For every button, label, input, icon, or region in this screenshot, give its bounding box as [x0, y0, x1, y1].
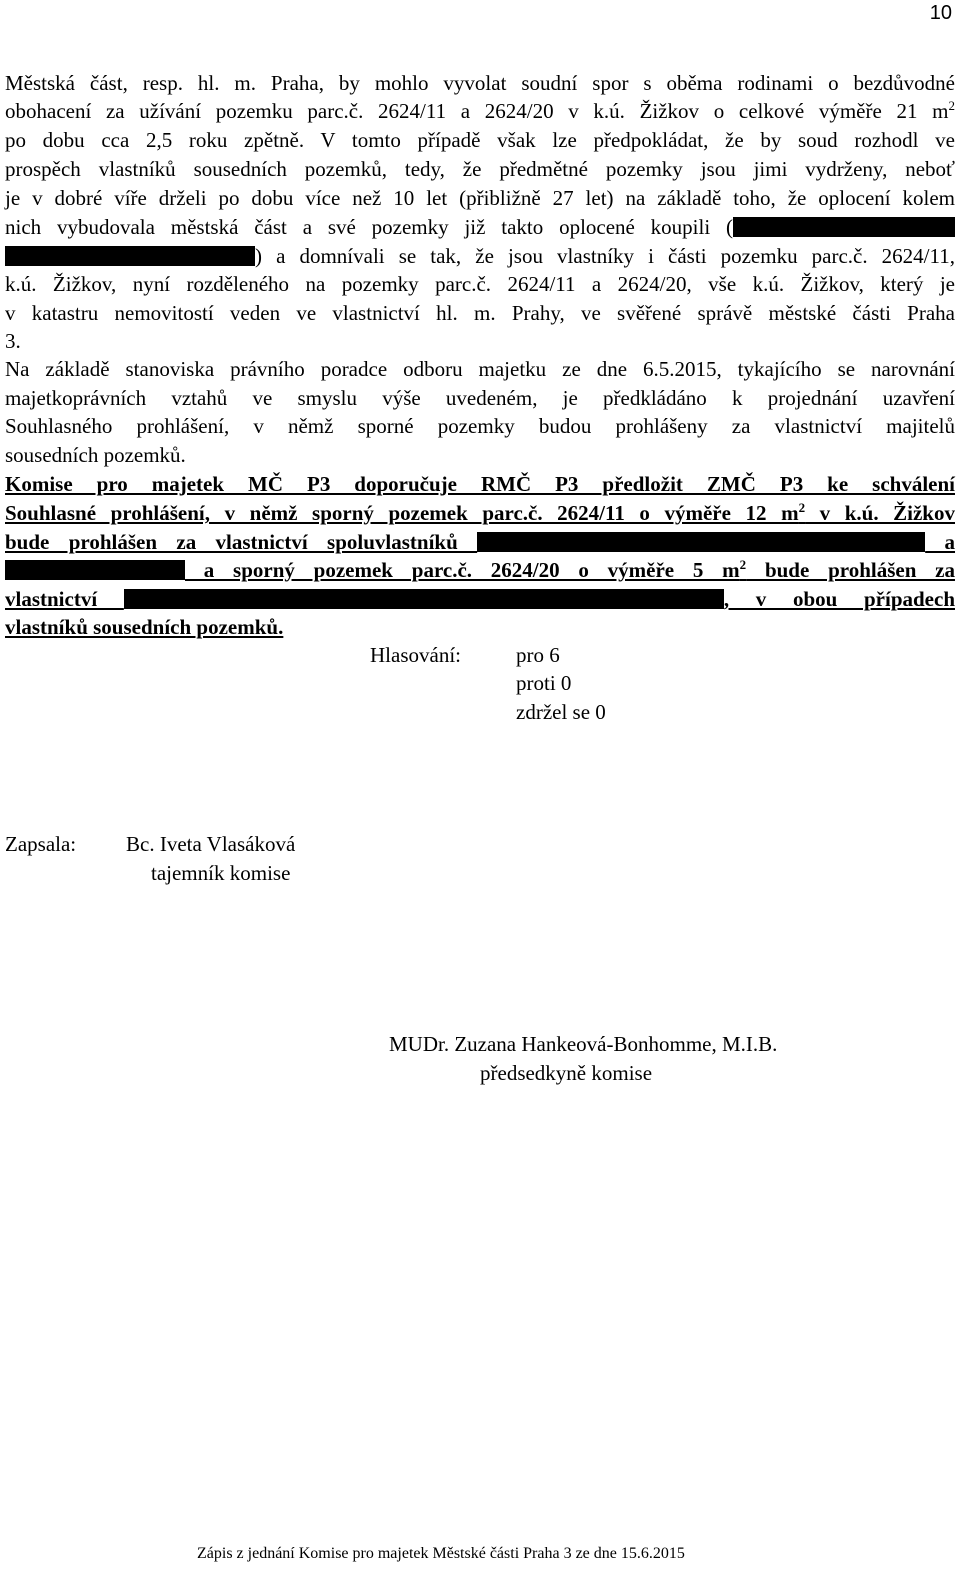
resolution-line: bude prohlášen za vlastnictví spoluvlastníků a	[5, 530, 956, 554]
paragraph-line: Městská část, resp. hl. m. Praha, by mohlo vyvolat soudní spor s oběma rodinami o bezdůvodné	[5, 71, 955, 95]
resolution-line: Komise pro majetek MČ P3 doporučuje RMČ P3 předložit ZMČ P3 ke schválení	[5, 472, 955, 496]
paragraph-line: k.ú. Žižkov, nyní rozděleného na pozemky parc.č. 2624/11 a 2624/20, vše k.ú. Žižkov, který je	[5, 272, 955, 296]
vote-for: pro 6	[516, 643, 560, 667]
paragraph-line: Souhlasného prohlášení, v němž sporné pozemky budou prohlášeny za vlastnictví majitelů	[5, 414, 955, 438]
recorder-name: Bc. Iveta Vlasáková	[126, 832, 296, 856]
paragraph-line: v katastru nemovitostí veden ve vlastnictví hl. m. Prahy, ve svěřené správě městské části Praha	[5, 301, 955, 325]
paragraph-line: Na základě stanoviska právního poradce odboru majetku ze dne 6.5.2015, tykajícího se narovnání	[5, 357, 955, 381]
resolution-line: vlastnictví , v obou případech	[5, 587, 955, 611]
paragraph-line: je v dobré víře drželi po dobu více než 10 let (přibližně 27 let) na základě toho, že oplocení kolem	[5, 186, 955, 210]
redaction-bar	[733, 217, 955, 237]
recorder-role: tajemník komise	[151, 861, 291, 885]
paragraph-line: obohacení za užívání pozemku parc.č. 2624/11 a 2624/20 v k.ú. Žižkov o celkové výměře 21 $m^2$	[5, 98, 955, 123]
resolution-line: vlastníků sousedních pozemků.	[5, 615, 284, 639]
redaction-bar	[5, 246, 255, 266]
redaction-bar	[5, 560, 185, 580]
resolution-line: Souhlasné prohlášení, v němž sporný pozemek parc.č. 2624/11 o výměře 12 $m^2$ v k.ú. Žižkov	[5, 500, 955, 525]
redaction-bar	[124, 589, 724, 609]
paragraph-line: nich vybudovala městská část a své pozemky již takto oplocené koupili (	[5, 215, 955, 239]
chair-name: MUDr. Zuzana Hankeová-Bonhomme, M.I.B.	[389, 1032, 778, 1056]
resolution-line: a sporný pozemek parc.č. 2624/20 o výměře 5 $m^2$ bude prohlášen za	[5, 558, 955, 582]
page-number: 10	[929, 2, 952, 24]
paragraph-line: majetkoprávních vztahů ve smyslu výše uvedeném, je předkládáno k projednání uzavření	[5, 386, 955, 410]
paragraph-line: prospěch vlastníků sousedních pozemků, tedy, že předmětné pozemky jsou jimi vydrženy, neboť	[5, 157, 955, 181]
redaction-bar	[477, 532, 925, 552]
voting-label: Hlasování:	[370, 643, 461, 667]
page-footer: Zápis z jednání Komise pro majetek Městské části Praha 3 ze dne 15.6.2015	[197, 1545, 685, 1562]
paragraph-line: ) a domnívali se tak, že jsou vlastníky i části pozemku parc.č. 2624/11,	[5, 244, 955, 268]
paragraph-line: po dobu cca 2,5 roku zpětně. V tomto případě však lze předpokládat, že by soud rozhodl ve	[5, 128, 955, 152]
chair-role: předsedkyně komise	[480, 1061, 653, 1085]
paragraph-line: sousedních pozemků.	[5, 443, 186, 467]
paragraph-line: 3.	[5, 329, 21, 353]
vote-abstain: zdržel se 0	[516, 700, 606, 724]
recorder-label: Zapsala:	[5, 832, 77, 856]
vote-against: proti 0	[516, 671, 572, 695]
